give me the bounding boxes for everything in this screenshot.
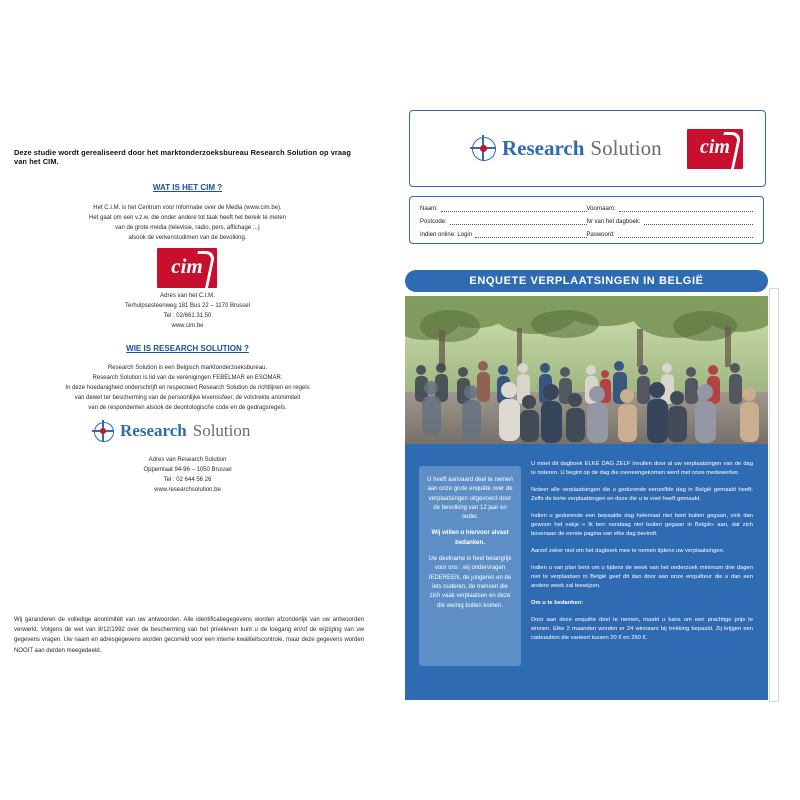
postcode-field[interactable]	[420, 217, 587, 225]
research-solution-target-icon	[92, 420, 114, 442]
rs-address-line-2: www.researchsolution.be	[154, 486, 221, 493]
who-is-rs-line-0: Research Solution is een Belgisch marktonderzoeksbureau.	[107, 365, 268, 371]
rs-logo-word-research: Research	[502, 135, 585, 160]
rs-logo-word-solution: Solution	[192, 421, 251, 440]
field-row	[410, 201, 763, 214]
who-is-rs-line-2: In deze hoedanigheid onderschrijft en respecteert Research Solution de richtlijnen en regels	[65, 384, 310, 391]
voornaam-input[interactable]	[619, 204, 753, 212]
rs-address-line-1: Tel : 02 644 56 26	[163, 476, 212, 483]
login-label: Indien online: Login	[420, 231, 473, 238]
privacy-footer-text: Wij garanderen de volledige anonimiteit van uw antwoorden. Alle identificatiegegevens worden afzonderlijk van uw antwoorden verwerkt. Volgens de wet van 8/12/1992 over de bescherming van het privéleven kunt u de toegang en/of de wijziging van uw gegevens vragen. Uw naam en adresgegevens worden gecorreld voor een interne kwaliteitscontrole, maar deze gegevens worden NOOIT aan derden meegedeeld.	[14, 617, 364, 654]
thankyou-paragraph-0: U heeft aanvaard deel te nemen aan onze grote enquête over de verplaatsingen uitgevoerd door de bevolking van 12 jaar en ouder.	[427, 477, 513, 521]
right-questionnaire-page	[395, 110, 785, 700]
research-solution-address-block	[45, 456, 330, 496]
thankyou-paragraph-1: Wij willen u hiervoor alvast bedanken.	[431, 530, 509, 546]
cim-address-heading: Adres van het C.I.M.	[160, 293, 215, 299]
cim-address-line-2: www.cim.be	[171, 322, 204, 329]
what-is-cim-heading: WAT IS HET CIM ?	[152, 183, 223, 192]
cim-address-line-1: Tel : 02/661.31.50	[163, 312, 212, 319]
paswoord-input[interactable]	[618, 230, 753, 238]
naam-input[interactable]	[441, 204, 587, 212]
cim-logo-header	[687, 129, 743, 169]
dagboek-nummer-input[interactable]	[644, 217, 753, 225]
instruction-paragraph-5: Om u te bedanken:	[531, 599, 584, 606]
who-is-rs-line-1: Research Solution is lid van de verenigingen FEBELMAR en ESOMAR.	[92, 374, 283, 381]
who-is-research-solution-text	[40, 364, 335, 413]
cim-address-block	[45, 292, 330, 332]
who-is-rs-line-4: van de respondenten alsook de deontologische code en de gedragsregels.	[88, 404, 287, 411]
dagboek-nummer-label: Nr van het dagboek:	[586, 218, 641, 225]
login-input[interactable]	[475, 230, 586, 238]
rs-logo-word-research: Research	[120, 421, 187, 440]
questionnaire-title-bar: ENQUETE VERPLAATSINGEN IN BELGIË	[405, 270, 768, 292]
research-solution-target-icon	[470, 135, 496, 161]
instruction-paragraph-6: Door aan deze enquête deel te nemen, maakt u kans om een prachtige prijs te winnen. Elke 2 maanden worden er 24 winnaars bij trekking bepaald. Zij krijgen een cadeaubon die varieert tussen 20 € en 250 €.	[531, 616, 753, 641]
thankyou-paragraph-2: Uw deelname is heel belangrijk voor ons : wij ondervragen IEDEREEN, de jongeren en de iets ouderen, de mensen die zich vaak verplaatsen en deze die weinig buiten komen.	[428, 556, 512, 609]
paswoord-label: Paswoord:	[586, 231, 615, 238]
instruction-paragraph-4: Indien u van plan bent om u tijdens de week van het onderzoek minimum drie dagen niet te verplaatsen in België geef dit dan door aan onze enquêteur die u dan een andere week zal toewijzen.	[531, 564, 753, 589]
thank-you-column	[419, 466, 521, 666]
crowd-photo	[405, 296, 768, 444]
voornaam-label: Voornaam:	[586, 205, 616, 212]
voornaam-field[interactable]	[587, 204, 754, 212]
postcode-input[interactable]	[450, 217, 587, 225]
page-edge-decoration	[769, 288, 779, 702]
who-is-research-solution-heading: WIE IS RESEARCH SOLUTION ?	[126, 344, 249, 353]
research-solution-logo	[92, 420, 292, 450]
instruction-paragraph-1: Noteer alle verplaatsingen die u gedurende eenzelfde dag in België gemaakt heeft. Zelfs de korte verplaatsingen en deze die u te voet heeft gemaakt.	[531, 486, 753, 502]
what-is-cim-text	[45, 204, 330, 244]
crowd-photo-illustration	[405, 296, 768, 444]
what-is-cim-line-0: Het C.I.M. is het Centrum voor Informatie over de Media (www.cim.be).	[93, 205, 282, 211]
instructions-panel	[405, 444, 768, 700]
postcode-label: Postcode:	[420, 218, 447, 225]
login-field[interactable]	[420, 230, 587, 238]
what-is-cim-line-1: Het gaat om een v.z.w. die onder andere tot taak heeft het bereik te meten	[88, 214, 286, 221]
instruction-paragraph-2: Indien u gedurende een bepaalde dag helemaal niet bent buiten gegaan, vink dan gewoon het vakje « Ik ben vandaag niet buiten gegaan in België» aan, dat zich bovenaan de eerste pagina van elke dag bevindt.	[531, 512, 753, 537]
naam-label: Naam:	[420, 205, 438, 212]
field-row	[410, 214, 763, 227]
left-intro-text: Deze studie wordt gerealiseerd door het marktonderzoeksbureau Research Solution op vraag van het CIM.	[14, 148, 351, 166]
instruction-paragraph-0: U moet dit dagboek ELKE DAG ZELF invullen door al uw verplaatsingen van de dag te noteren. U begint op de dag die overeengekomen werd met onze medewerker.	[531, 461, 753, 476]
what-is-cim-line-2: van de grote media (televisie, radio, pers, affichage ...)	[115, 224, 260, 231]
rs-logo-word-solution: Solution	[590, 135, 662, 160]
cim-logo-text: cim	[171, 254, 203, 278]
paswoord-field[interactable]	[587, 230, 754, 238]
naam-field[interactable]	[420, 204, 587, 212]
field-row	[410, 227, 763, 240]
respondent-fields-card	[409, 196, 764, 244]
left-brochure-page	[0, 120, 375, 680]
what-is-cim-line-3: alsook de verkenstudimen van de bevolking.	[128, 234, 247, 241]
cim-address-line-0: Terhulpsesteenweg 181 Bus 22 – 1170 Brussel	[125, 302, 250, 309]
cim-logo	[157, 248, 217, 288]
header-card	[409, 110, 766, 187]
who-is-rs-line-3: van dewet ter bescherming van de persoonlijke levenssfeer, de volstrekte anonimiteit	[74, 394, 301, 401]
instruction-paragraph-3: Aarzel zeker niet om het dagboek mee te nemen tijdens uw verplaatsingen.	[531, 547, 725, 554]
instructions-column	[531, 460, 753, 651]
cim-logo-text: cim	[700, 136, 730, 158]
research-solution-logo-header	[470, 135, 662, 161]
rs-address-heading: Adres van Research Solution	[148, 457, 227, 463]
dagboek-nummer-field[interactable]	[587, 217, 754, 225]
rs-address-line-0: Oppemlaat 94-96 – 1050 Brussel	[143, 466, 232, 473]
